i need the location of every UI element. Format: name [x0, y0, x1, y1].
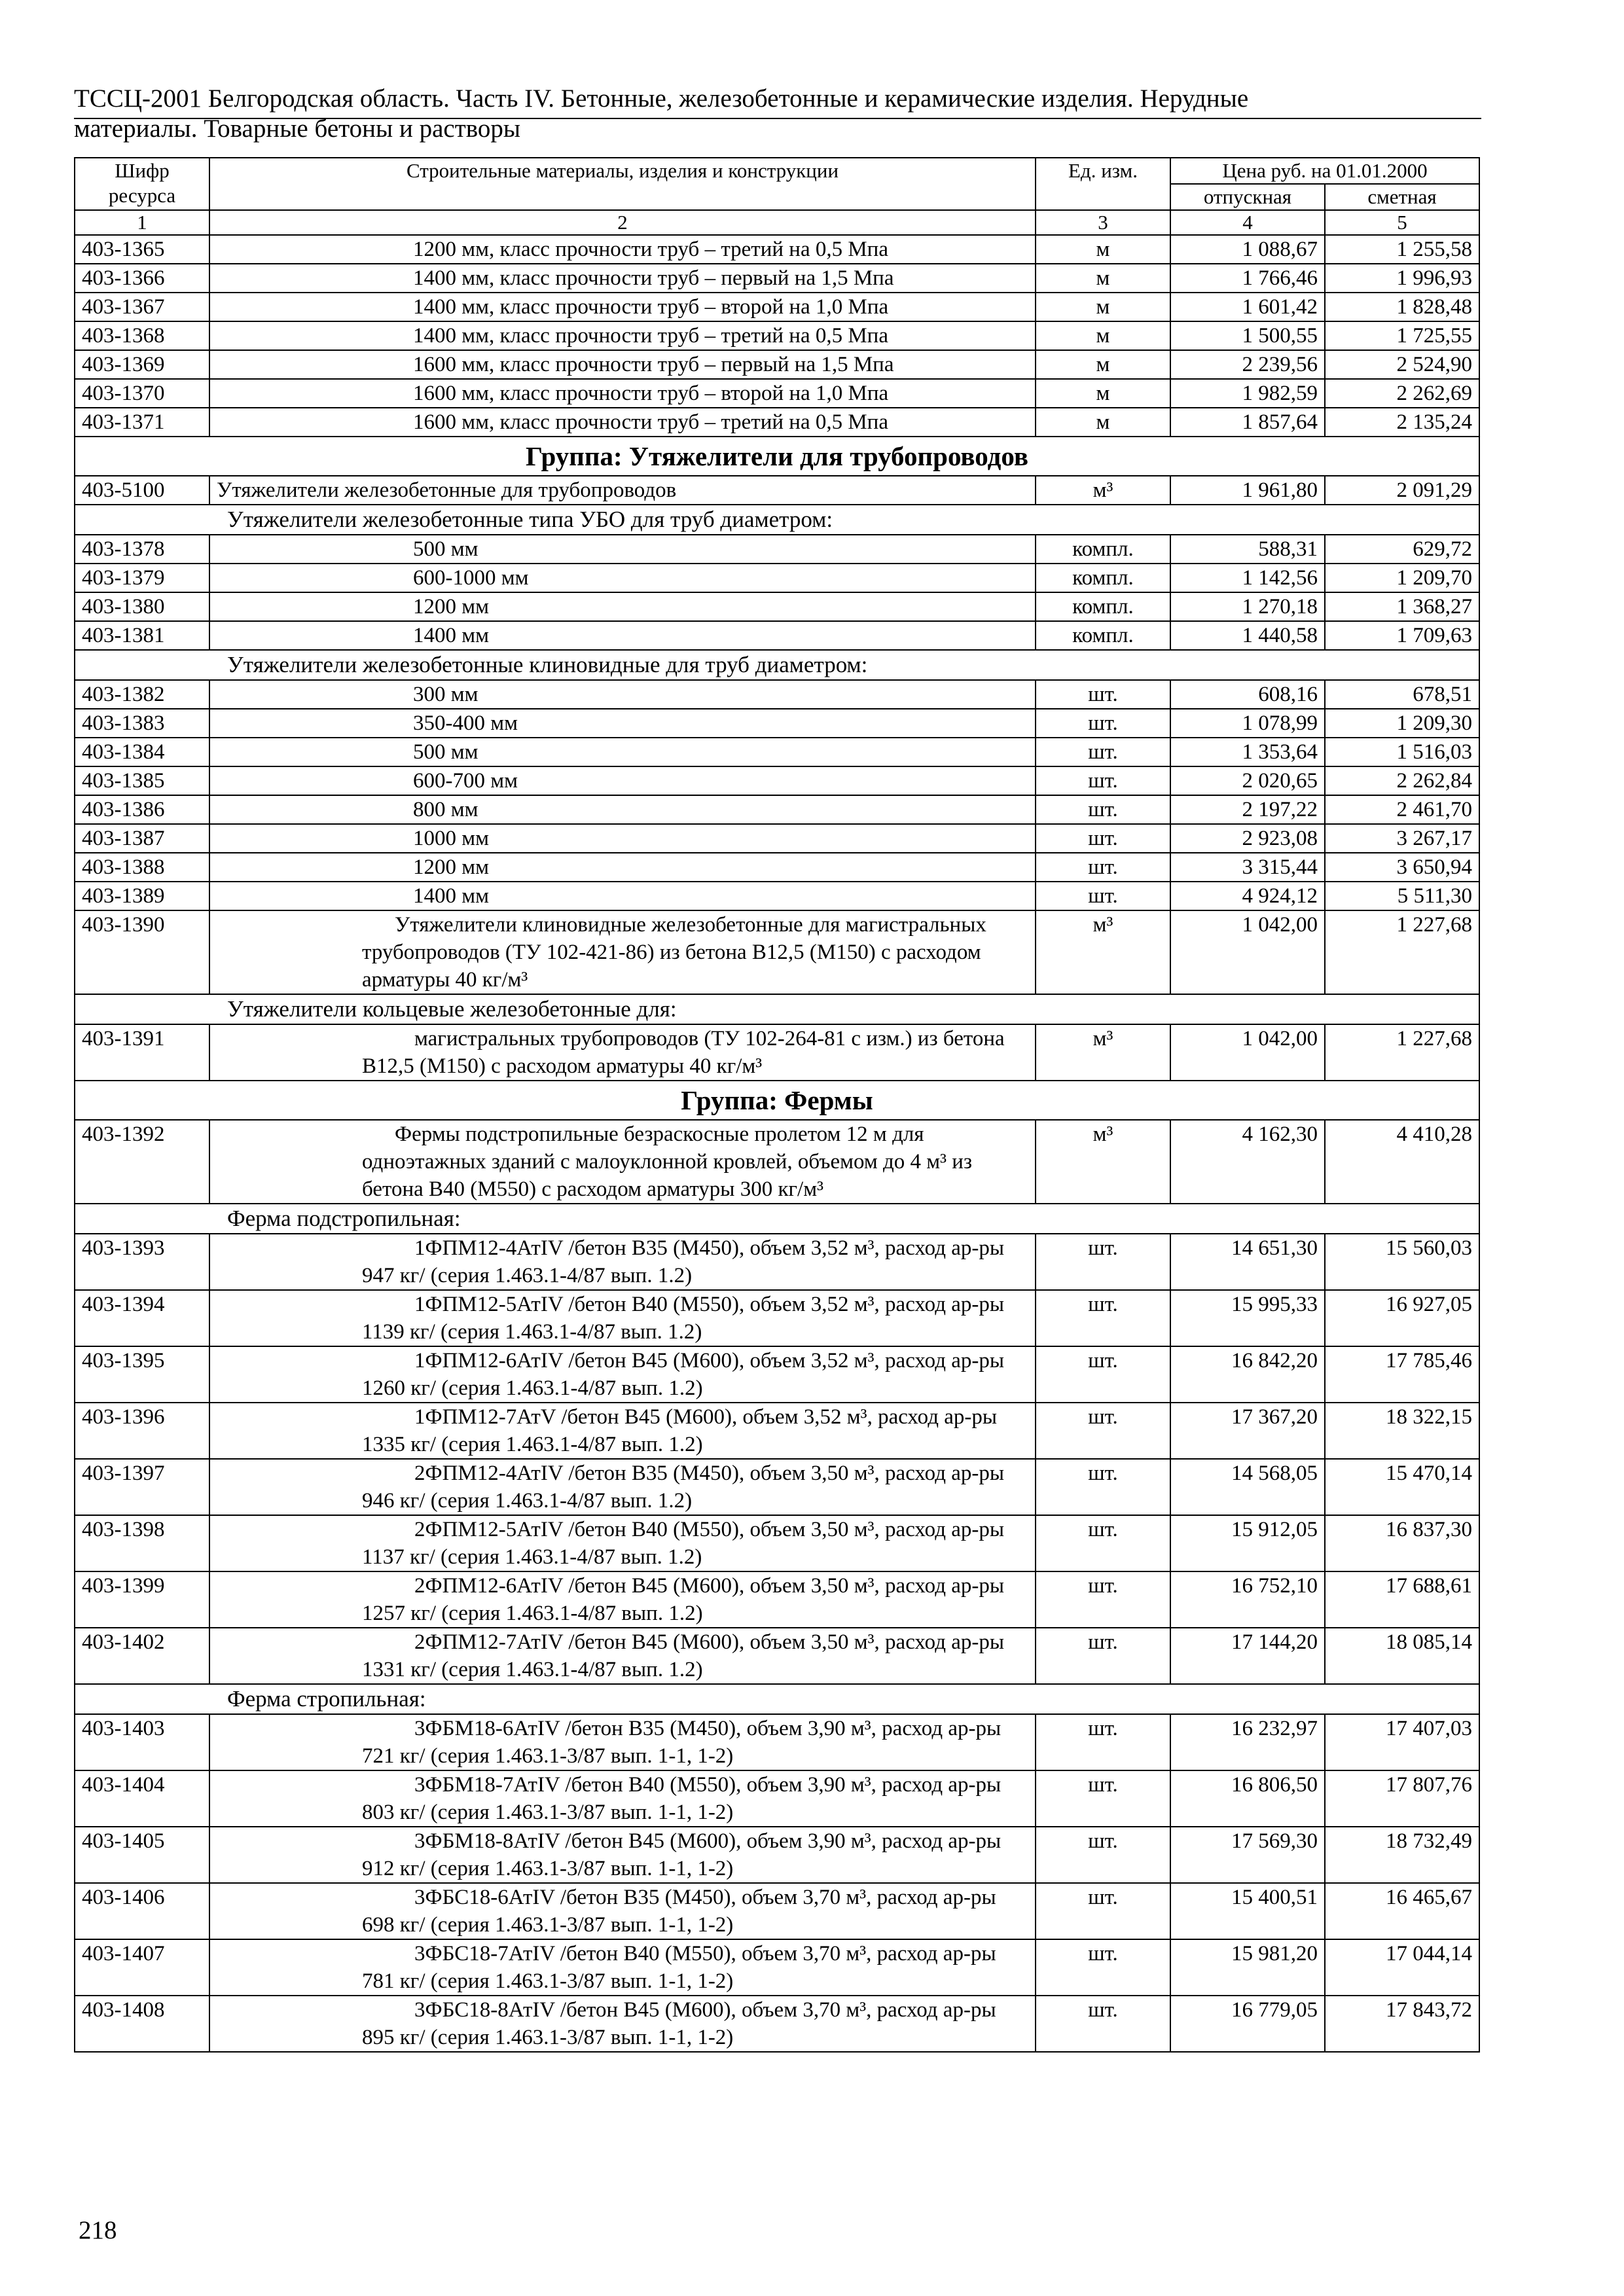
table-row	[75, 592, 1479, 621]
wholesale-price: 15 995,33	[1170, 1290, 1325, 1346]
table-row	[75, 293, 1479, 321]
table-row	[75, 1770, 1479, 1827]
wholesale-price: 16 806,50	[1170, 1770, 1325, 1827]
table-row	[75, 853, 1479, 882]
resource-code: 403-1368	[75, 321, 209, 350]
wholesale-price: 14 651,30	[1170, 1234, 1325, 1290]
estimate-price: 1 709,63	[1325, 621, 1479, 650]
unit-cell: шт.	[1036, 1346, 1170, 1403]
wholesale-price: 3 315,44	[1170, 853, 1325, 882]
resource-name: 3ФБМ18-7АтIV /бетон В40 (М550), объем 3,90 м³, расход ар-ры 803 кг/ (серия 1.463.1-3/87 вып. 1-1, 1-2)	[209, 1770, 1036, 1827]
resource-code: 403-1393	[75, 1234, 209, 1290]
estimate-price: 629,72	[1325, 535, 1479, 564]
resource-name: 1200 мм	[209, 853, 1036, 882]
table-row	[75, 680, 1479, 709]
wholesale-price: 1 961,80	[1170, 476, 1325, 505]
wholesale-price: 4 162,30	[1170, 1120, 1325, 1204]
table-row	[75, 738, 1479, 766]
unit-cell: шт.	[1036, 1403, 1170, 1459]
table-row	[75, 824, 1479, 853]
resource-code: 403-1399	[75, 1571, 209, 1628]
resource-code: 403-1380	[75, 592, 209, 621]
estimate-price: 17 843,72	[1325, 1996, 1479, 2052]
resource-code: 403-1386	[75, 795, 209, 824]
table-row	[75, 1714, 1479, 1770]
unit-cell: компл.	[1036, 535, 1170, 564]
col-header-estimate: сметная	[1325, 184, 1479, 210]
resource-code: 403-1395	[75, 1346, 209, 1403]
resource-code: 403-1389	[75, 882, 209, 910]
estimate-price: 18 732,49	[1325, 1827, 1479, 1883]
table-row	[75, 350, 1479, 379]
estimate-price: 16 837,30	[1325, 1515, 1479, 1571]
resource-code: 403-1369	[75, 350, 209, 379]
resource-name: Утяжелители железобетонные для трубопроводов	[209, 476, 1036, 505]
unit-cell: шт.	[1036, 738, 1170, 766]
resource-name: 350-400 мм	[209, 709, 1036, 738]
estimate-price: 2 262,69	[1325, 379, 1479, 408]
table-row	[75, 408, 1479, 437]
estimate-price: 1 209,70	[1325, 564, 1479, 592]
resource-name: Фермы подстропильные безраскосные пролетом 12 м для одноэтажных зданий с малоуклонной кровлей, объемом до 4 м³ из бетона В40 (М550) с расходом арматуры 300 кг/м³	[209, 1120, 1036, 1204]
col-number: 4	[1170, 210, 1325, 235]
resource-name: 1000 мм	[209, 824, 1036, 853]
resource-name: 600-1000 мм	[209, 564, 1036, 592]
resource-code: 403-1387	[75, 824, 209, 853]
wholesale-price: 16 752,10	[1170, 1571, 1325, 1628]
resource-code: 403-1382	[75, 680, 209, 709]
unit-cell: м	[1036, 350, 1170, 379]
resource-code: 403-1408	[75, 1996, 209, 2052]
estimate-price: 3 650,94	[1325, 853, 1479, 882]
unit-cell: м³	[1036, 910, 1170, 994]
wholesale-price: 1 857,64	[1170, 408, 1325, 437]
resource-name: 2ФПМ12-5АтIV /бетон В40 (М550), объем 3,50 м³, расход ар-ры 1137 кг/ (серия 1.463.1-4/87 вып. 1.2)	[209, 1515, 1036, 1571]
resource-name: 2ФПМ12-7АтIV /бетон В45 (М600), объем 3,50 м³, расход ар-ры 1331 кг/ (серия 1.463.1-4/87 вып. 1.2)	[209, 1628, 1036, 1684]
wholesale-price: 17 144,20	[1170, 1628, 1325, 1684]
table-row	[75, 379, 1479, 408]
table-row	[75, 1939, 1479, 1996]
unit-cell: компл.	[1036, 621, 1170, 650]
estimate-price: 17 807,76	[1325, 1770, 1479, 1827]
table-row	[75, 1628, 1479, 1684]
col-number: 1	[75, 210, 209, 235]
unit-cell: шт.	[1036, 882, 1170, 910]
header-divider	[74, 118, 1481, 119]
unit-cell: шт.	[1036, 795, 1170, 824]
wholesale-price: 15 981,20	[1170, 1939, 1325, 1996]
unit-cell: м	[1036, 235, 1170, 264]
col-number: 2	[209, 210, 1036, 235]
resource-name: 1400 мм	[209, 882, 1036, 910]
table-row	[75, 1024, 1479, 1081]
resource-code: 403-1390	[75, 910, 209, 994]
wholesale-price: 1 088,67	[1170, 235, 1325, 264]
resource-code: 403-1391	[75, 1024, 209, 1081]
wholesale-price: 1 766,46	[1170, 264, 1325, 293]
resource-code: 403-1378	[75, 535, 209, 564]
estimate-price: 18 322,15	[1325, 1403, 1479, 1459]
resource-name: 800 мм	[209, 795, 1036, 824]
unit-cell: шт.	[1036, 1939, 1170, 1996]
estimate-price: 1 996,93	[1325, 264, 1479, 293]
wholesale-price: 15 912,05	[1170, 1515, 1325, 1571]
wholesale-price: 1 270,18	[1170, 592, 1325, 621]
unit-cell: м³	[1036, 1120, 1170, 1204]
unit-cell: шт.	[1036, 853, 1170, 882]
wholesale-price: 1 142,56	[1170, 564, 1325, 592]
table-row	[75, 1515, 1479, 1571]
resource-name: 1200 мм	[209, 592, 1036, 621]
resource-code: 403-1381	[75, 621, 209, 650]
estimate-price: 15 560,03	[1325, 1234, 1479, 1290]
resource-name: магистральных трубопроводов (ТУ 102-264-81 с изм.) из бетона В12,5 (М150) с расходом арматуры 40 кг/м³	[209, 1024, 1036, 1081]
table-row	[75, 910, 1479, 994]
wholesale-price: 1 440,58	[1170, 621, 1325, 650]
unit-cell: м	[1036, 408, 1170, 437]
col-number: 3	[1036, 210, 1170, 235]
unit-cell: шт.	[1036, 1459, 1170, 1515]
resource-code: 403-1388	[75, 853, 209, 882]
group-row	[75, 1081, 1479, 1120]
resource-name: 1600 мм, класс прочности труб – второй на 1,0 Мпа	[209, 379, 1036, 408]
wholesale-price: 16 842,20	[1170, 1346, 1325, 1403]
resource-code: 403-1403	[75, 1714, 209, 1770]
estimate-price: 1 255,58	[1325, 235, 1479, 264]
unit-cell: м	[1036, 379, 1170, 408]
wholesale-price: 1 078,99	[1170, 709, 1325, 738]
resource-name: 3ФБМ18-8АтIV /бетон В45 (М600), объем 3,90 м³, расход ар-ры 912 кг/ (серия 1.463.1-3/87 вып. 1-1, 1-2)	[209, 1827, 1036, 1883]
resource-code: 403-1383	[75, 709, 209, 738]
estimate-price: 3 267,17	[1325, 824, 1479, 853]
resource-code: 403-1385	[75, 766, 209, 795]
col-header-wholesale: отпускная	[1170, 184, 1325, 210]
resource-name: 2ФПМ12-6АтIV /бетон В45 (М600), объем 3,50 м³, расход ар-ры 1257 кг/ (серия 1.463.1-4/87 вып. 1.2)	[209, 1571, 1036, 1628]
wholesale-price: 1 042,00	[1170, 1024, 1325, 1081]
table-row	[75, 264, 1479, 293]
resource-name: 1400 мм, класс прочности труб – первый на 1,5 Мпа	[209, 264, 1036, 293]
resource-name: 1ФПМ12-5АтIV /бетон В40 (М550), объем 3,52 м³, расход ар-ры 1139 кг/ (серия 1.463.1-4/87 вып. 1.2)	[209, 1290, 1036, 1346]
estimate-price: 1 227,68	[1325, 1024, 1479, 1081]
unit-cell: м	[1036, 321, 1170, 350]
price-table	[74, 157, 1480, 2053]
resource-code: 403-1405	[75, 1827, 209, 1883]
table-row	[75, 795, 1479, 824]
wholesale-price: 17 367,20	[1170, 1403, 1325, 1459]
table-row	[75, 235, 1479, 264]
unit-cell: шт.	[1036, 1234, 1170, 1290]
resource-code: 403-1379	[75, 564, 209, 592]
resource-name: 1ФПМ12-7АтV /бетон В45 (М600), объем 3,52 м³, расход ар-ры 1335 кг/ (серия 1.463.1-4/87 вып. 1.2)	[209, 1403, 1036, 1459]
table-row	[75, 476, 1479, 505]
estimate-price: 1 828,48	[1325, 293, 1479, 321]
table-row	[75, 709, 1479, 738]
resource-name: 3ФБМ18-6АтIV /бетон В35 (М450), объем 3,90 м³, расход ар-ры 721 кг/ (серия 1.463.1-3/87 вып. 1-1, 1-2)	[209, 1714, 1036, 1770]
wholesale-price: 2 239,56	[1170, 350, 1325, 379]
table-row	[75, 535, 1479, 564]
table-row	[75, 1120, 1479, 1204]
unit-cell: шт.	[1036, 709, 1170, 738]
resource-name: 2ФПМ12-4АтIV /бетон В35 (М450), объем 3,50 м³, расход ар-ры 946 кг/ (серия 1.463.1-4/87 вып. 1.2)	[209, 1459, 1036, 1515]
resource-code: 403-1396	[75, 1403, 209, 1459]
unit-cell: компл.	[1036, 564, 1170, 592]
unit-cell: шт.	[1036, 1571, 1170, 1628]
table-row	[75, 621, 1479, 650]
estimate-price: 1 368,27	[1325, 592, 1479, 621]
estimate-price: 1 516,03	[1325, 738, 1479, 766]
estimate-price: 678,51	[1325, 680, 1479, 709]
resource-name: 1ФПМ12-4АтIV /бетон В35 (М450), объем 3,52 м³, расход ар-ры 947 кг/ (серия 1.463.1-4/87 вып. 1.2)	[209, 1234, 1036, 1290]
wholesale-price: 17 569,30	[1170, 1827, 1325, 1883]
estimate-price: 16 465,67	[1325, 1883, 1479, 1939]
resource-code: 403-1397	[75, 1459, 209, 1515]
unit-cell: шт.	[1036, 1290, 1170, 1346]
wholesale-price: 1 042,00	[1170, 910, 1325, 994]
estimate-price: 2 262,84	[1325, 766, 1479, 795]
resource-code: 403-1367	[75, 293, 209, 321]
table-row	[75, 1571, 1479, 1628]
resource-name: 300 мм	[209, 680, 1036, 709]
unit-cell: шт.	[1036, 680, 1170, 709]
page-number: 218	[79, 2216, 117, 2244]
subheading-row	[75, 505, 1479, 535]
document-header	[74, 84, 1481, 144]
resource-code: 403-5100	[75, 476, 209, 505]
table-row	[75, 1234, 1479, 1290]
subheading: Ферма стропильная:	[75, 1684, 1479, 1714]
table-row	[75, 882, 1479, 910]
wholesale-price: 1 982,59	[1170, 379, 1325, 408]
resource-name: 500 мм	[209, 535, 1036, 564]
resource-code: 403-1384	[75, 738, 209, 766]
col-header-code: Шифр ресурса	[75, 158, 209, 210]
estimate-price: 15 470,14	[1325, 1459, 1479, 1515]
subheading: Утяжелители кольцевые железобетонные для:	[75, 994, 1479, 1024]
estimate-price: 16 927,05	[1325, 1290, 1479, 1346]
table-row	[75, 1459, 1479, 1515]
table-row	[75, 564, 1479, 592]
unit-cell: шт.	[1036, 1515, 1170, 1571]
col-number: 5	[1325, 210, 1479, 235]
header-title-line2: материалы. Товарные бетоны и растворы	[74, 115, 521, 143]
resource-code: 403-1407	[75, 1939, 209, 1996]
estimate-price: 1 227,68	[1325, 910, 1479, 994]
unit-cell: м	[1036, 293, 1170, 321]
resource-name: 3ФБС18-7АтIV /бетон В40 (М550), объем 3,70 м³, расход ар-ры 781 кг/ (серия 1.463.1-3/87 вып. 1-1, 1-2)	[209, 1939, 1036, 1996]
wholesale-price: 16 232,97	[1170, 1714, 1325, 1770]
wholesale-price: 15 400,51	[1170, 1883, 1325, 1939]
unit-cell: шт.	[1036, 1714, 1170, 1770]
estimate-price: 2 091,29	[1325, 476, 1479, 505]
resource-name: Утяжелители клиновидные железобетонные для магистральных трубопроводов (ТУ 102-421-86) из бетона В12,5 (М150) с расходом арматуры 40 кг/м³	[209, 910, 1036, 994]
resource-code: 403-1402	[75, 1628, 209, 1684]
resource-name: 500 мм	[209, 738, 1036, 766]
resource-name: 1600 мм, класс прочности труб – третий на 0,5 Мпа	[209, 408, 1036, 437]
col-header-unit: Ед. изм.	[1036, 158, 1170, 210]
unit-cell: шт.	[1036, 1883, 1170, 1939]
wholesale-price: 16 779,05	[1170, 1996, 1325, 2052]
wholesale-price: 2 197,22	[1170, 795, 1325, 824]
wholesale-price: 588,31	[1170, 535, 1325, 564]
table-row	[75, 321, 1479, 350]
subheading-row	[75, 994, 1479, 1024]
estimate-price: 2 461,70	[1325, 795, 1479, 824]
estimate-price: 17 785,46	[1325, 1346, 1479, 1403]
unit-cell: компл.	[1036, 592, 1170, 621]
col-header-name: Строительные материалы, изделия и конструкции	[209, 158, 1036, 210]
unit-cell: м³	[1036, 476, 1170, 505]
subheading-row	[75, 1204, 1479, 1234]
resource-name: 600-700 мм	[209, 766, 1036, 795]
unit-cell: шт.	[1036, 1628, 1170, 1684]
estimate-price: 1 209,30	[1325, 709, 1479, 738]
table-row	[75, 1883, 1479, 1939]
estimate-price: 17 044,14	[1325, 1939, 1479, 1996]
subheading-row	[75, 650, 1479, 680]
resource-code: 403-1398	[75, 1515, 209, 1571]
wholesale-price: 2 923,08	[1170, 824, 1325, 853]
table-row	[75, 1290, 1479, 1346]
table-row	[75, 1403, 1479, 1459]
resource-code: 403-1366	[75, 264, 209, 293]
resource-code: 403-1394	[75, 1290, 209, 1346]
resource-name: 1200 мм, класс прочности труб – третий на 0,5 Мпа	[209, 235, 1036, 264]
wholesale-price: 608,16	[1170, 680, 1325, 709]
estimate-price: 18 085,14	[1325, 1628, 1479, 1684]
unit-cell: шт.	[1036, 1827, 1170, 1883]
subheading-row	[75, 1684, 1479, 1714]
estimate-price: 2 135,24	[1325, 408, 1479, 437]
unit-cell: м	[1036, 264, 1170, 293]
resource-name: 1ФПМ12-6АтIV /бетон В45 (М600), объем 3,52 м³, расход ар-ры 1260 кг/ (серия 1.463.1-4/87 вып. 1.2)	[209, 1346, 1036, 1403]
table-row	[75, 1996, 1479, 2052]
resource-code: 403-1365	[75, 235, 209, 264]
group-title: Группа: Утяжелители для трубопроводов	[75, 437, 1479, 476]
wholesale-price: 1 353,64	[1170, 738, 1325, 766]
subheading: Утяжелители железобетонные типа УБО для труб диаметром:	[75, 505, 1479, 535]
unit-cell: м³	[1036, 1024, 1170, 1081]
unit-cell: шт.	[1036, 766, 1170, 795]
table-row	[75, 1827, 1479, 1883]
group-row	[75, 437, 1479, 476]
unit-cell: шт.	[1036, 1770, 1170, 1827]
subheading: Утяжелители железобетонные клиновидные для труб диаметром:	[75, 650, 1479, 680]
table-row	[75, 1346, 1479, 1403]
estimate-price: 17 688,61	[1325, 1571, 1479, 1628]
resource-name: 1600 мм, класс прочности труб – первый на 1,5 Мпа	[209, 350, 1036, 379]
resource-name: 3ФБС18-8АтIV /бетон В45 (М600), объем 3,70 м³, расход ар-ры 895 кг/ (серия 1.463.1-3/87 вып. 1-1, 1-2)	[209, 1996, 1036, 2052]
column-number-row	[75, 210, 1479, 235]
wholesale-price: 2 020,65	[1170, 766, 1325, 795]
table-row	[75, 766, 1479, 795]
col-header-price: Цена руб. на 01.01.2000	[1170, 158, 1479, 184]
wholesale-price: 1 601,42	[1170, 293, 1325, 321]
resource-name: 1400 мм	[209, 621, 1036, 650]
unit-cell: шт.	[1036, 824, 1170, 853]
subheading: Ферма подстропильная:	[75, 1204, 1479, 1234]
estimate-price: 4 410,28	[1325, 1120, 1479, 1204]
unit-cell: шт.	[1036, 1996, 1170, 2052]
header-title-line1: ТССЦ-2001 Белгородская область. Часть IV. Бетонные, железобетонные и керамические изделия. Нерудные	[74, 84, 1249, 113]
resource-name: 1400 мм, класс прочности труб – второй на 1,0 Мпа	[209, 293, 1036, 321]
estimate-price: 5 511,30	[1325, 882, 1479, 910]
resource-name: 3ФБС18-6АтIV /бетон В35 (М450), объем 3,70 м³, расход ар-ры 698 кг/ (серия 1.463.1-3/87 вып. 1-1, 1-2)	[209, 1883, 1036, 1939]
resource-code: 403-1404	[75, 1770, 209, 1827]
group-title: Группа: Фермы	[75, 1081, 1479, 1120]
estimate-price: 1 725,55	[1325, 321, 1479, 350]
estimate-price: 2 524,90	[1325, 350, 1479, 379]
resource-code: 403-1370	[75, 379, 209, 408]
wholesale-price: 1 500,55	[1170, 321, 1325, 350]
resource-code: 403-1392	[75, 1120, 209, 1204]
resource-code: 403-1406	[75, 1883, 209, 1939]
wholesale-price: 14 568,05	[1170, 1459, 1325, 1515]
resource-name: 1400 мм, класс прочности труб – третий на 0,5 Мпа	[209, 321, 1036, 350]
wholesale-price: 4 924,12	[1170, 882, 1325, 910]
resource-code: 403-1371	[75, 408, 209, 437]
estimate-price: 17 407,03	[1325, 1714, 1479, 1770]
